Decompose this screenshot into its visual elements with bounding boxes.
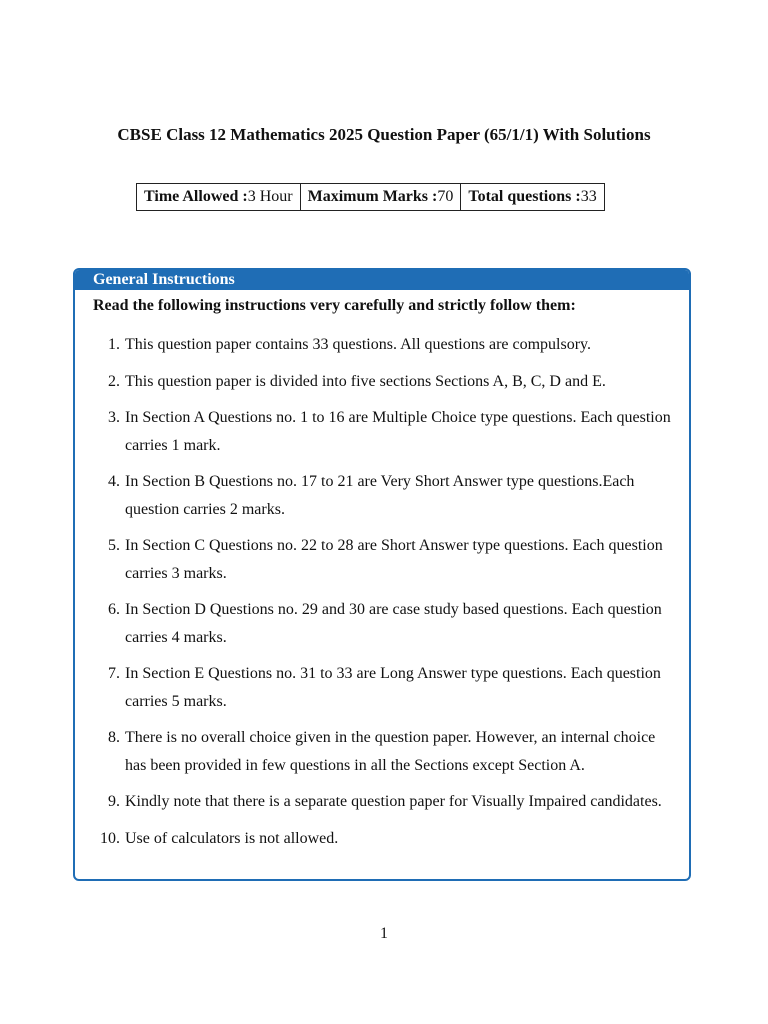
instruction-text: In Section A Questions no. 1 to 16 are Multiple Choice type questions. Each question carries 1 mark. (125, 409, 671, 454)
page-number: 1 (380, 925, 388, 942)
instruction-item (75, 596, 689, 651)
general-instructions-box (73, 268, 691, 881)
instruction-text: In Section B Questions no. 17 to 21 are Very Short Answer type questions.Each question carries 2 marks. (125, 473, 635, 518)
instruction-item (75, 788, 689, 816)
instruction-item (75, 825, 689, 853)
exam-info-table (136, 183, 605, 211)
instruction-item (75, 532, 689, 587)
time-allowed-value: 3 Hour (247, 188, 293, 205)
instructions-list (75, 331, 689, 861)
total-questions-label: Total questions : (468, 188, 581, 205)
instruction-number: 7. (108, 665, 120, 682)
instruction-number: 6. (108, 601, 120, 618)
instruction-text: In Section D Questions no. 29 and 30 are case study based questions. Each question carries 4 marks. (125, 601, 662, 646)
instruction-text: This question paper contains 33 questions. All questions are compulsory. (125, 336, 592, 353)
time-allowed-cell (137, 184, 301, 211)
general-instructions-header: General Instructions (75, 270, 689, 290)
instructions-lead: Read the following instructions very carefully and strictly follow them: (93, 297, 576, 314)
maximum-marks-label: Maximum Marks : (307, 188, 438, 205)
instruction-number: 5. (108, 537, 120, 554)
instruction-text: This question paper is divided into five sections Sections A, B, C, D and E. (125, 372, 606, 390)
total-questions-value: 33 (580, 188, 597, 205)
instruction-number: 3. (108, 409, 120, 426)
instruction-text: Use of calculators is not allowed. (125, 829, 339, 847)
instruction-text: Kindly note that there is a separate question paper for Visually Impaired candidates. (125, 793, 662, 810)
instruction-item (75, 331, 689, 359)
instruction-number: 8. (108, 729, 120, 746)
page-title: CBSE Class 12 Mathematics 2025 Question Paper (65/1/1) With Solutions (117, 125, 651, 144)
instruction-number: 1. (108, 336, 120, 353)
time-allowed-label: Time Allowed : (144, 188, 248, 205)
instruction-item (75, 724, 689, 779)
instruction-text: In Section C Questions no. 22 to 28 are Short Answer type questions. Each question carries 3 marks. (125, 537, 663, 582)
instruction-item (75, 660, 689, 715)
exam-info-row (137, 184, 605, 211)
instruction-item (75, 404, 689, 459)
instruction-item (75, 468, 689, 523)
instruction-text: In Section E Questions no. 31 to 33 are Long Answer type questions. Each question carries 5 marks. (125, 665, 661, 710)
instruction-item (75, 368, 689, 396)
maximum-marks-value: 70 (437, 188, 454, 205)
instruction-number: 9. (108, 793, 120, 810)
total-questions-cell (461, 184, 604, 211)
maximum-marks-cell (300, 184, 461, 211)
instruction-number: 2. (108, 372, 120, 390)
instruction-number: 10. (100, 829, 120, 847)
instruction-text: There is no overall choice given in the question paper. However, an internal choice has been provided in few questions in all the Sections except Section A. (125, 729, 656, 774)
instruction-number: 4. (108, 473, 120, 490)
